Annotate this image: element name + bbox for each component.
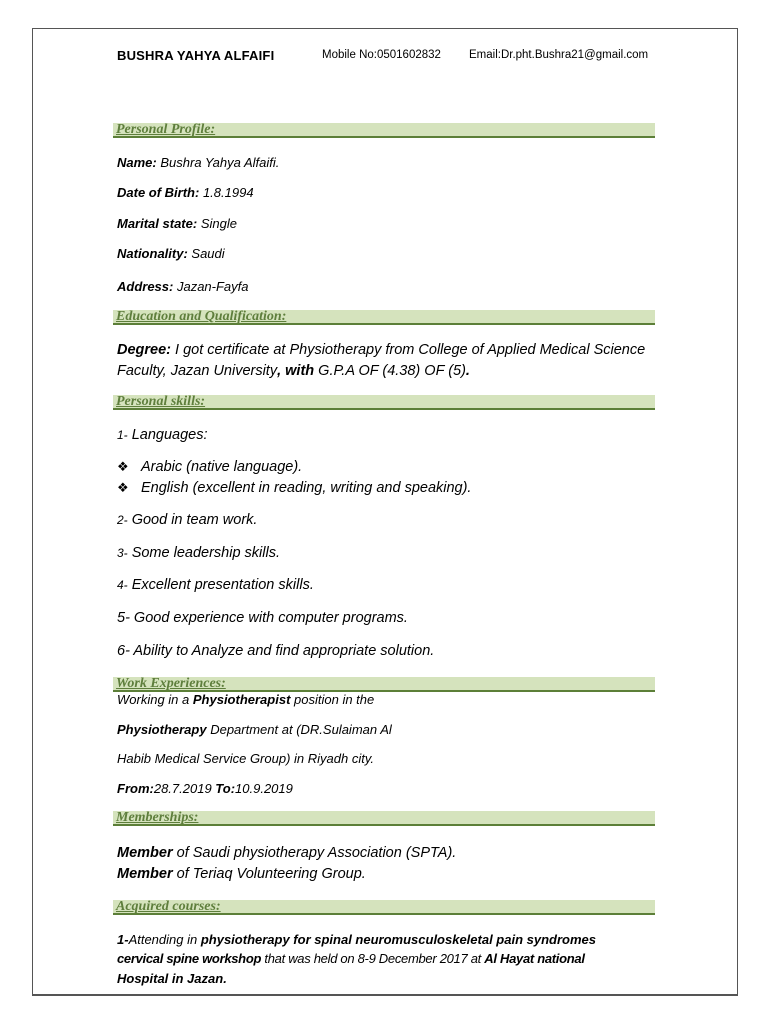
course-item-cont: Hospital in Jazan. xyxy=(117,971,227,986)
profile-nationality: Nationality: Saudi xyxy=(117,246,225,261)
course-item: 1-Attending in physiotherapy for spinal neuromusculoskeletal pain syndromes xyxy=(117,932,597,947)
diamond-bullet-icon: ❖ xyxy=(117,480,129,495)
mobile-number: Mobile No:0501602832 xyxy=(322,49,441,61)
list-item: ❖ Arabic (native language). xyxy=(117,459,303,475)
education-degree-cont: Faculty, Jazan University, with G.P.A OF (4.38) OF (5). xyxy=(117,363,470,379)
section-memberships xyxy=(113,811,655,826)
section-title: Work Experiences: xyxy=(116,676,226,691)
profile-dob: Date of Birth: 1.8.1994 xyxy=(117,185,254,200)
work-dates: From:28.7.2019 To:10.9.2019 xyxy=(117,781,293,796)
section-acquired-courses xyxy=(113,900,655,915)
section-title: Acquired courses: xyxy=(116,899,221,914)
section-title: Memberships: xyxy=(116,810,199,825)
section-education xyxy=(113,310,655,325)
membership-item: Member of Teriaq Volunteering Group. xyxy=(117,866,366,882)
section-personal-profile xyxy=(113,123,655,138)
profile-marital-state: Marital state: Single xyxy=(117,216,237,231)
skill-analysis: 6- Ability to Analyze and find appropriate solution. xyxy=(117,643,435,659)
work-line: Working in a Physiotherapist position in the xyxy=(117,692,375,707)
section-work-experiences xyxy=(113,677,655,692)
skill-teamwork: 2- Good in team work. xyxy=(117,512,258,528)
profile-name: Name: Bushra Yahya Alfaifi. xyxy=(117,155,280,170)
profile-address: Address: Jazan-Fayfa xyxy=(117,279,249,294)
education-degree: Degree: I got certificate at Physiotherapy from College of Applied Medical Science xyxy=(117,342,646,358)
diamond-bullet-icon: ❖ xyxy=(117,459,129,474)
skill-computer: 5- Good experience with computer programs. xyxy=(117,610,408,626)
work-line: Habib Medical Service Group) in Riyadh city. xyxy=(117,751,374,766)
skill-leadership: 3- Some leadership skills. xyxy=(117,545,280,561)
list-item: ❖ English (excellent in reading, writing and speaking). xyxy=(117,480,472,496)
work-line: Physiotherapy Department at (DR.Sulaiman Al xyxy=(117,722,392,737)
skill-presentation: 4- Excellent presentation skills. xyxy=(117,577,314,593)
course-item-cont: cervical spine workshop that was held on 8-9 December 2017 at Al Hayat national xyxy=(117,951,585,966)
email-address[interactable]: Email:Dr.pht.Bushra21@gmail.com xyxy=(469,49,649,61)
section-personal-skills xyxy=(113,395,655,410)
section-title: Personal Profile: xyxy=(116,122,216,137)
membership-item: Member of Saudi physiotherapy Association (SPTA). xyxy=(117,845,457,861)
candidate-name: BUSHRA YAHYA ALFAIFI xyxy=(117,48,275,63)
section-title: Education and Qualification: xyxy=(116,309,287,324)
skill-languages: 1- Languages: xyxy=(117,427,208,443)
section-title: Personal skills: xyxy=(116,394,206,409)
